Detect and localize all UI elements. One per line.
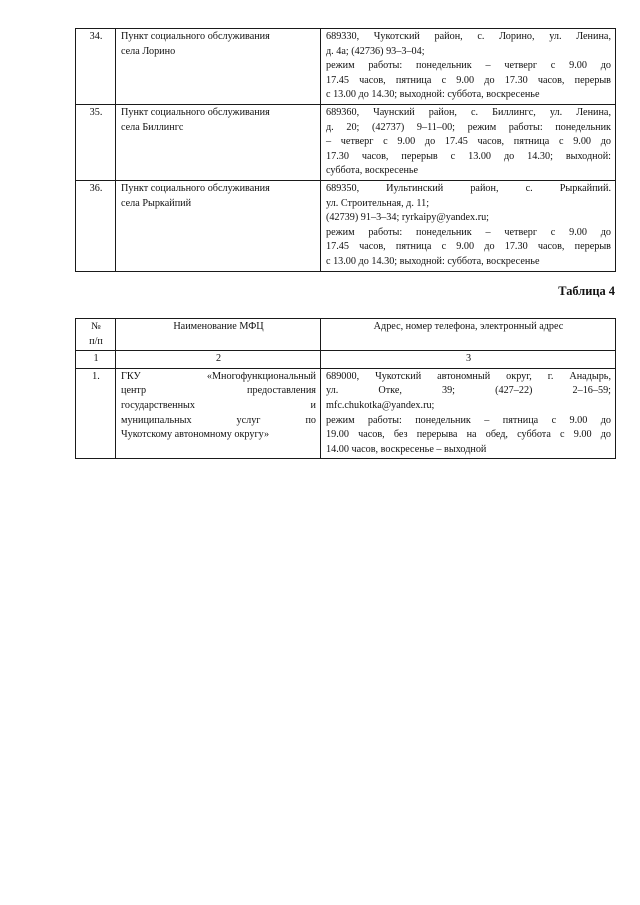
name-line: ГКУ «Многофункциональный: [121, 370, 316, 382]
address-line: режим работы: понедельник – четверг с 9.00 до: [326, 60, 611, 72]
address-line: 689360, Чаунский район, с. Биллингс, ул. Ленина,: [326, 106, 611, 118]
name-line: Пункт социального обслуживания: [121, 31, 270, 42]
address-line: mfc.chukotka@yandex.ru;: [326, 399, 435, 411]
address-line: 689350, Иультинский район, с. Рыркайпий.: [326, 182, 611, 194]
name-line: села Лорино: [121, 45, 176, 57]
address-line: ул. Отке, 39; (427–22) 2–16–59;: [326, 385, 611, 397]
name-line: муниципальных услуг по: [121, 414, 316, 426]
row-number: 36.: [76, 180, 116, 271]
name-line: Чукотскому автономному округу»: [121, 429, 270, 441]
point-name: [116, 180, 321, 271]
point-name: [116, 104, 321, 180]
name-line: села Биллингс: [121, 121, 184, 133]
point-name: [116, 29, 321, 105]
address-line: 689330, Чукотский район, с. Лорино, ул. Ленина,: [326, 31, 611, 42]
table-title: Таблица 4: [558, 284, 615, 298]
row-number: 34.: [76, 29, 116, 105]
address-line: с 13.00 до 14.30; выходной: суббота, воскресенье: [326, 89, 540, 101]
row-number: 1.: [76, 368, 116, 459]
table-header-row: [76, 319, 616, 351]
mfc-table: [75, 318, 616, 459]
table-row: [76, 180, 616, 271]
column-numbers-row: [76, 351, 616, 369]
point-address: [321, 104, 616, 180]
column-number: 1: [76, 351, 116, 369]
address-line: 17.30 часов, перерыв с 13.00 до 14.30; выходной:: [326, 150, 611, 162]
name-line: Пункт социального обслуживания: [121, 182, 270, 194]
address-line: (42739) 91–3–34; ryrkaipy@yandex.ru;: [326, 212, 490, 224]
name-line: Пункт социального обслуживания: [121, 106, 270, 118]
address-line: режим работы: понедельник – четверг с 9.00 до: [326, 226, 611, 238]
header-number: [76, 319, 116, 351]
service-points-table: [75, 28, 616, 272]
point-address: [321, 29, 616, 105]
header-number-line: №: [91, 321, 101, 332]
mfc-address: [321, 368, 616, 459]
name-line: села Рыркайпий: [121, 197, 192, 209]
row-number: 35.: [76, 104, 116, 180]
address-line: 14.00 часов, воскресенье – выходной: [326, 443, 487, 455]
column-number: 3: [321, 351, 616, 369]
name-line: государственных и: [121, 399, 316, 411]
table-row: [76, 29, 616, 105]
name-line: центр предоставления: [121, 385, 316, 397]
address-line: ул. Строительная, д. 11;: [326, 197, 430, 209]
point-address: [321, 180, 616, 271]
column-number: 2: [116, 351, 321, 369]
table-row: [76, 368, 616, 459]
address-line: 19.00 часов, без перерыва на обед, суббота с 9.00 до: [326, 429, 611, 441]
address-line: 17.45 часов, пятница с 9.00 до 17.30 часов, перерыв: [326, 241, 611, 253]
table-row: [76, 104, 616, 180]
address-line: д. 4а; (42736) 93–3–04;: [326, 45, 425, 57]
address-line: 17.45 часов, пятница с 9.00 до 17.30 часов, перерыв: [326, 74, 611, 86]
address-line: д. 20; (42737) 9–11–00; режим работы: понедельник: [326, 121, 611, 133]
address-line: – четверг с 9.00 до 17.45 часов, пятница с 9.00 до: [326, 136, 611, 148]
address-line: с 13.00 до 14.30; выходной: суббота, воскресенье: [326, 255, 540, 267]
mfc-name: [116, 368, 321, 459]
address-line: 689000, Чукотский автономный округ, г. Анадырь,: [326, 370, 611, 382]
header-address: Адрес, номер телефона, электронный адрес: [321, 319, 616, 351]
address-line: суббота, воскресенье: [326, 165, 419, 177]
header-number-line: п/п: [89, 335, 103, 347]
header-name: Наименование МФЦ: [116, 319, 321, 351]
address-line: режим работы: понедельник – пятница с 9.00 до: [326, 414, 611, 426]
